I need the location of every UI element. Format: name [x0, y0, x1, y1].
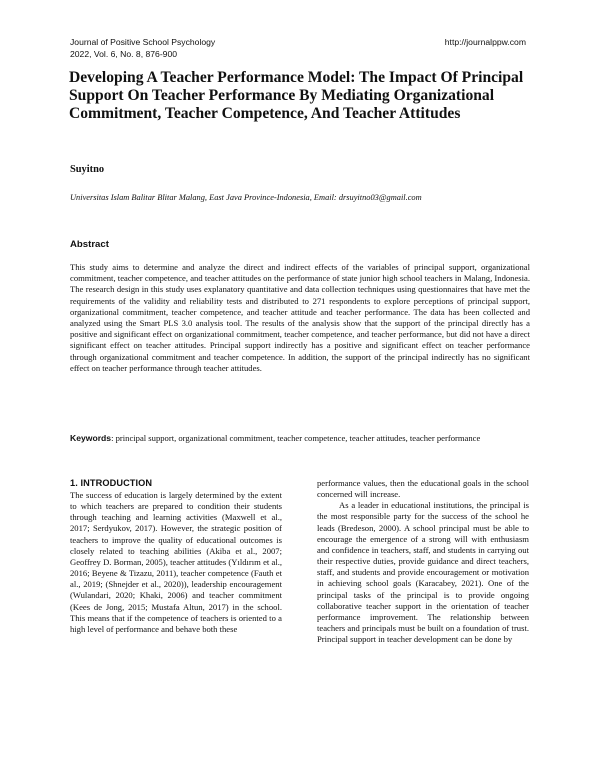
abstract-body: This study aims to determine and analyze the direct and indirect effects of the variables of principal support, organizational commitment, teacher competence, and teacher attitudes on the performance of state junior high school teachers in Malang, Indonesia. The research design in this study uses explanatory quantitative and data collection techniques using questionnaires that have met the requirements of the validity and reliability tests and distributed to 271 respondents to explore perceptions of principal support, organizational commitment, teacher competence, and teacher attitude and teacher performance. The data has been collected and analyzed using the Smart PLS 3.0 analysis tool. The results of the analysis show that the support of the principal directly has a positive and significant effect on organizational commitment, teacher competence, and teacher performance, but did not have a direct significant effect on teacher attitudes. Principal support indirectly has a positive and significant effect on teacher performance through organizational commitment and teacher competence. In addition, the support of the principal indirectly has no significant effect on teacher performance through teacher attitudes.	[70, 262, 530, 373]
journal-name: Journal of Positive School Psychology	[70, 37, 216, 47]
introduction-column-left	[70, 490, 282, 635]
author-affiliation: Universitas Islam Balitar Blitar Malang, East Java Province-Indonesia, Email: drsuyitno03@gmail.com	[70, 193, 422, 202]
paragraph: performance values, then the educational goals in the school concerned will increase.	[317, 478, 529, 500]
abstract-heading: Abstract	[70, 239, 109, 250]
journal-url[interactable]: http://journalppw.com	[444, 37, 526, 47]
keywords-label: Keywords	[70, 433, 112, 443]
paragraph: As a leader in educational institutions, the principal is the most responsible party for the success of the school he leads (Bredeson, 2000). A school principal must be able to encourage the emergence of a strong will with enthusiasm and confidence in teachers, staff, and students in carrying out their respective duties, provide guidance and direct teachers, staff, and students and provide encouragement or motivation in achieving school goals (Karacabey, 2021). One of the principal tasks of the principal is to provide ongoing collaborative teacher support in the orientation of teacher performance improvement. The relationship between teachers and principals must be built on a foundation of trust. Principal support in teacher development can be done by	[317, 500, 529, 645]
introduction-column-right	[317, 478, 529, 645]
keywords	[70, 433, 532, 444]
paper-title: Developing A Teacher Performance Model: The Impact Of Principal Support On Teacher Performance By Mediating Organizational Commitment, Teacher Competence, And Teacher Attitudes	[69, 69, 524, 123]
keywords-text: : principal support, organizational commitment, teacher competence, teacher attitudes, teacher performance	[111, 433, 481, 443]
running-header	[70, 36, 215, 60]
journal-citation: 2022, Vol. 6, No. 8, 876-900	[70, 49, 178, 59]
author-name: Suyitno	[70, 164, 105, 175]
introduction-heading: 1. INTRODUCTION	[70, 478, 153, 488]
paragraph: The success of education is largely determined by the extent to which teachers are prepared to condition their students through teaching and learning activities (Maxwell et al., 2017; Serdyukov, 2017). However, the strategic position of teachers to improve the quality of educational outcomes is closely related to teaching abilities (Akiba et al., 2007; Geoffrey D. Borman, 2005), teacher attitudes (Yıldırım et al., 2016; Beyene & Tizazu, 2011), teacher competence (Fauth et al., 2019; (Shnejder et al., 2020)), leadership encouragement (Wulandari, 2020; Khaki, 2006) and teacher commitment (Kees de Jong, 2015; Mustafa Altun, 2017) in the school. This means that if the competence of teachers is oriented to a high level of performance and behave both these	[70, 490, 282, 634]
